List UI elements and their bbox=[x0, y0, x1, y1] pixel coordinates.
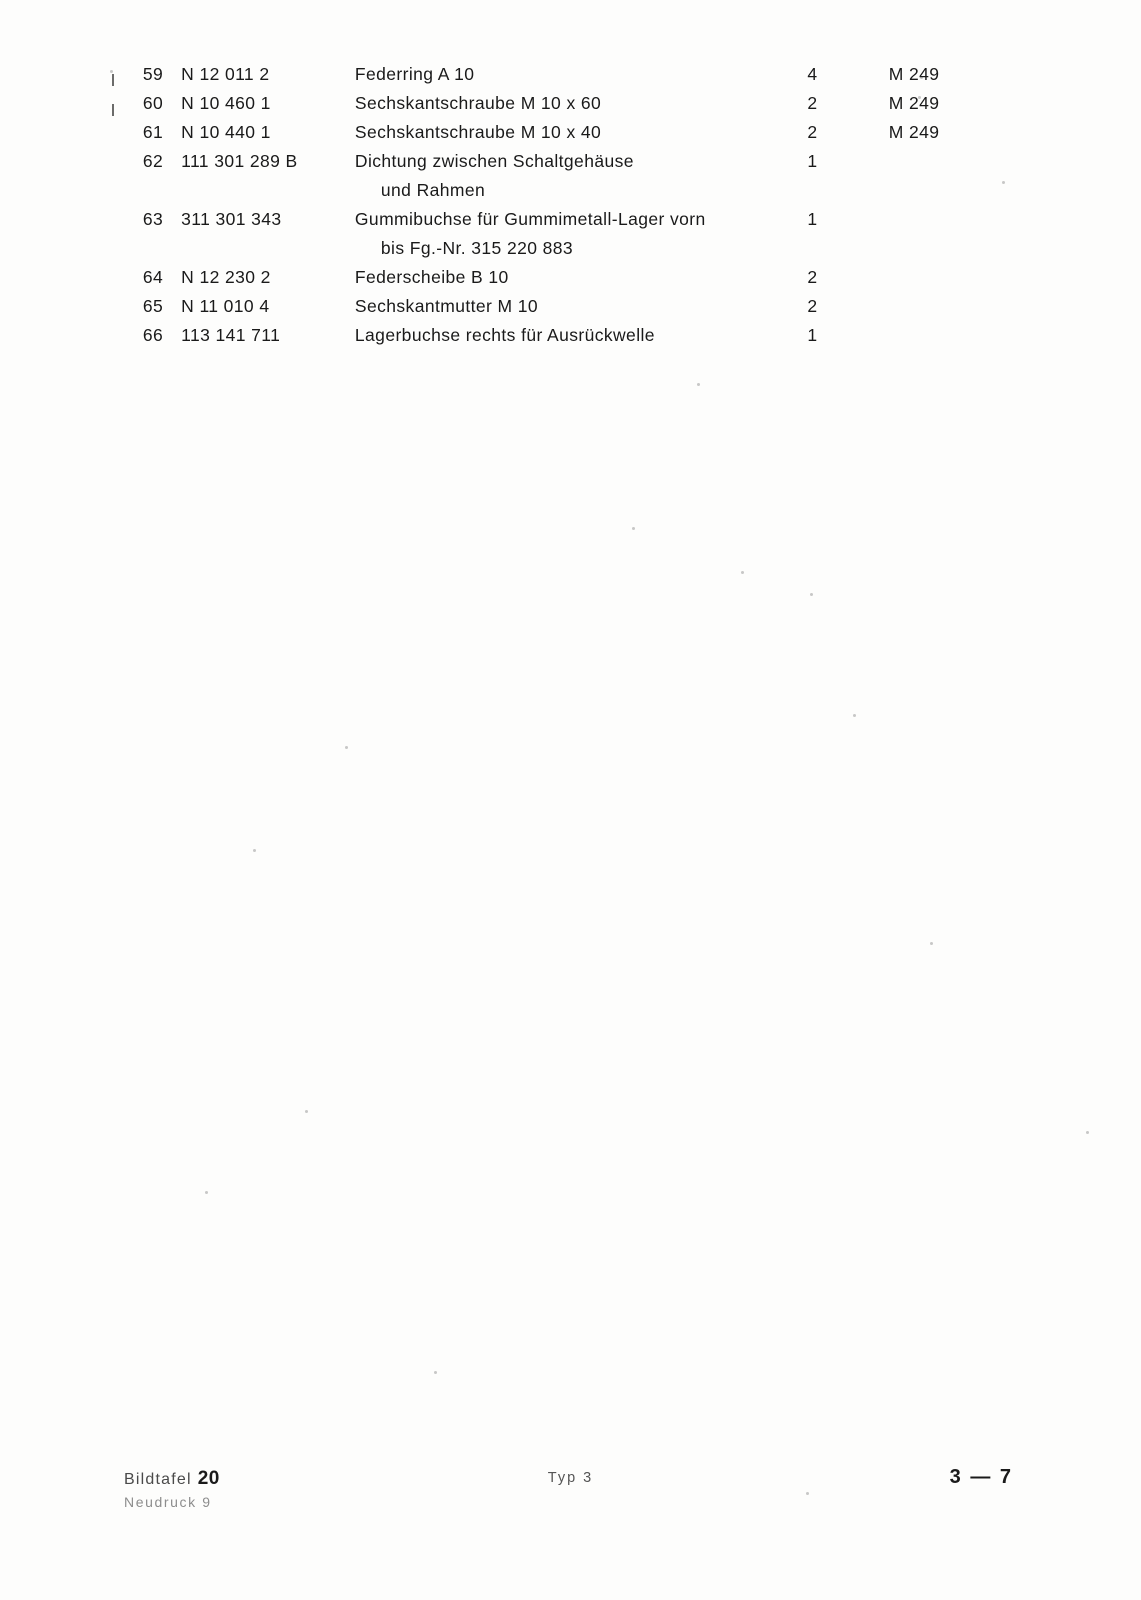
row-quantity: 1 bbox=[807, 209, 818, 229]
table-row bbox=[104, 292, 1004, 321]
row-note bbox=[855, 205, 1004, 263]
table-row bbox=[104, 118, 1004, 147]
row-note bbox=[855, 263, 1004, 292]
table-row bbox=[104, 205, 1004, 263]
plate-number: 20 bbox=[197, 1468, 220, 1489]
scan-speck bbox=[345, 746, 348, 749]
scan-speck bbox=[853, 714, 856, 717]
scan-speck bbox=[205, 1191, 208, 1194]
row-description: Federscheibe B 10 bbox=[354, 267, 509, 287]
scan-speck bbox=[632, 527, 635, 530]
vehicle-type: Typ 3 bbox=[547, 1470, 594, 1486]
scan-speck bbox=[1086, 1131, 1089, 1134]
row-note bbox=[855, 147, 1004, 205]
edition-note: Neudruck 9 bbox=[124, 1494, 212, 1510]
table-row bbox=[104, 60, 1004, 89]
scan-speck bbox=[930, 942, 933, 945]
row-note bbox=[855, 292, 1004, 321]
row-position: 64 bbox=[142, 267, 164, 287]
table-row bbox=[104, 321, 1004, 350]
parts-list-body bbox=[104, 60, 1004, 350]
scan-speck bbox=[253, 849, 256, 852]
row-position: 62 bbox=[142, 151, 164, 171]
row-part-number: 111 301 289 B bbox=[181, 151, 298, 171]
row-part-number: N 12 011 2 bbox=[181, 64, 270, 84]
row-quantity: 1 bbox=[807, 151, 818, 171]
row-position: 63 bbox=[142, 209, 164, 229]
row-note: M 249 bbox=[888, 64, 940, 84]
table-row bbox=[104, 147, 1004, 205]
scan-speck bbox=[741, 571, 744, 574]
row-description bbox=[355, 205, 770, 263]
row-quantity: 2 bbox=[807, 267, 818, 287]
row-description bbox=[355, 147, 770, 205]
row-position: 65 bbox=[142, 296, 164, 316]
page-footer bbox=[0, 1468, 1141, 1528]
row-description: Lagerbuchse rechts für Ausrückwelle bbox=[354, 325, 655, 345]
row-quantity: 2 bbox=[807, 296, 818, 316]
row-part-number: N 12 230 2 bbox=[181, 267, 271, 287]
scan-speck bbox=[810, 593, 813, 596]
plate-label: Bildtafel bbox=[124, 1471, 192, 1488]
parts-list-table bbox=[104, 60, 1004, 350]
row-quantity: 2 bbox=[807, 93, 818, 113]
scan-speck bbox=[697, 383, 700, 386]
row-description-line1: Dichtung zwischen Schaltgehäuse bbox=[354, 151, 634, 171]
row-note: M 249 bbox=[888, 122, 940, 142]
scan-speck bbox=[305, 1110, 308, 1113]
row-description-line2: und Rahmen bbox=[380, 180, 486, 200]
row-quantity: 1 bbox=[807, 325, 818, 345]
row-quantity: 2 bbox=[807, 122, 818, 142]
row-description-line2: bis Fg.-Nr. 315 220 883 bbox=[380, 238, 574, 258]
row-description: Sechskantschraube M 10 x 60 bbox=[354, 93, 602, 113]
table-row bbox=[104, 263, 1004, 292]
row-note bbox=[855, 321, 1004, 350]
row-part-number: 113 141 711 bbox=[181, 325, 281, 345]
row-part-number: N 10 460 1 bbox=[181, 93, 271, 113]
row-description: Federring A 10 bbox=[354, 64, 475, 84]
row-description: Sechskantschraube M 10 x 40 bbox=[354, 122, 602, 142]
row-position: 66 bbox=[142, 325, 164, 345]
row-part-number: 311 301 343 bbox=[181, 209, 282, 229]
row-description-line1: Gummibuchse für Gummimetall-Lager vorn bbox=[354, 209, 706, 229]
table-row bbox=[104, 89, 1004, 118]
row-position: 60 bbox=[142, 93, 164, 113]
row-quantity: 4 bbox=[807, 64, 818, 84]
row-position: 59 bbox=[142, 64, 164, 84]
scan-speck bbox=[434, 1371, 437, 1374]
row-position: 61 bbox=[142, 122, 164, 142]
row-part-number: N 11 010 4 bbox=[181, 296, 270, 316]
row-note: M 249 bbox=[888, 93, 940, 113]
row-description: Sechskantmutter M 10 bbox=[354, 296, 538, 316]
page-number: 3 — 7 bbox=[949, 1466, 1013, 1488]
row-part-number: N 10 440 1 bbox=[181, 122, 271, 142]
